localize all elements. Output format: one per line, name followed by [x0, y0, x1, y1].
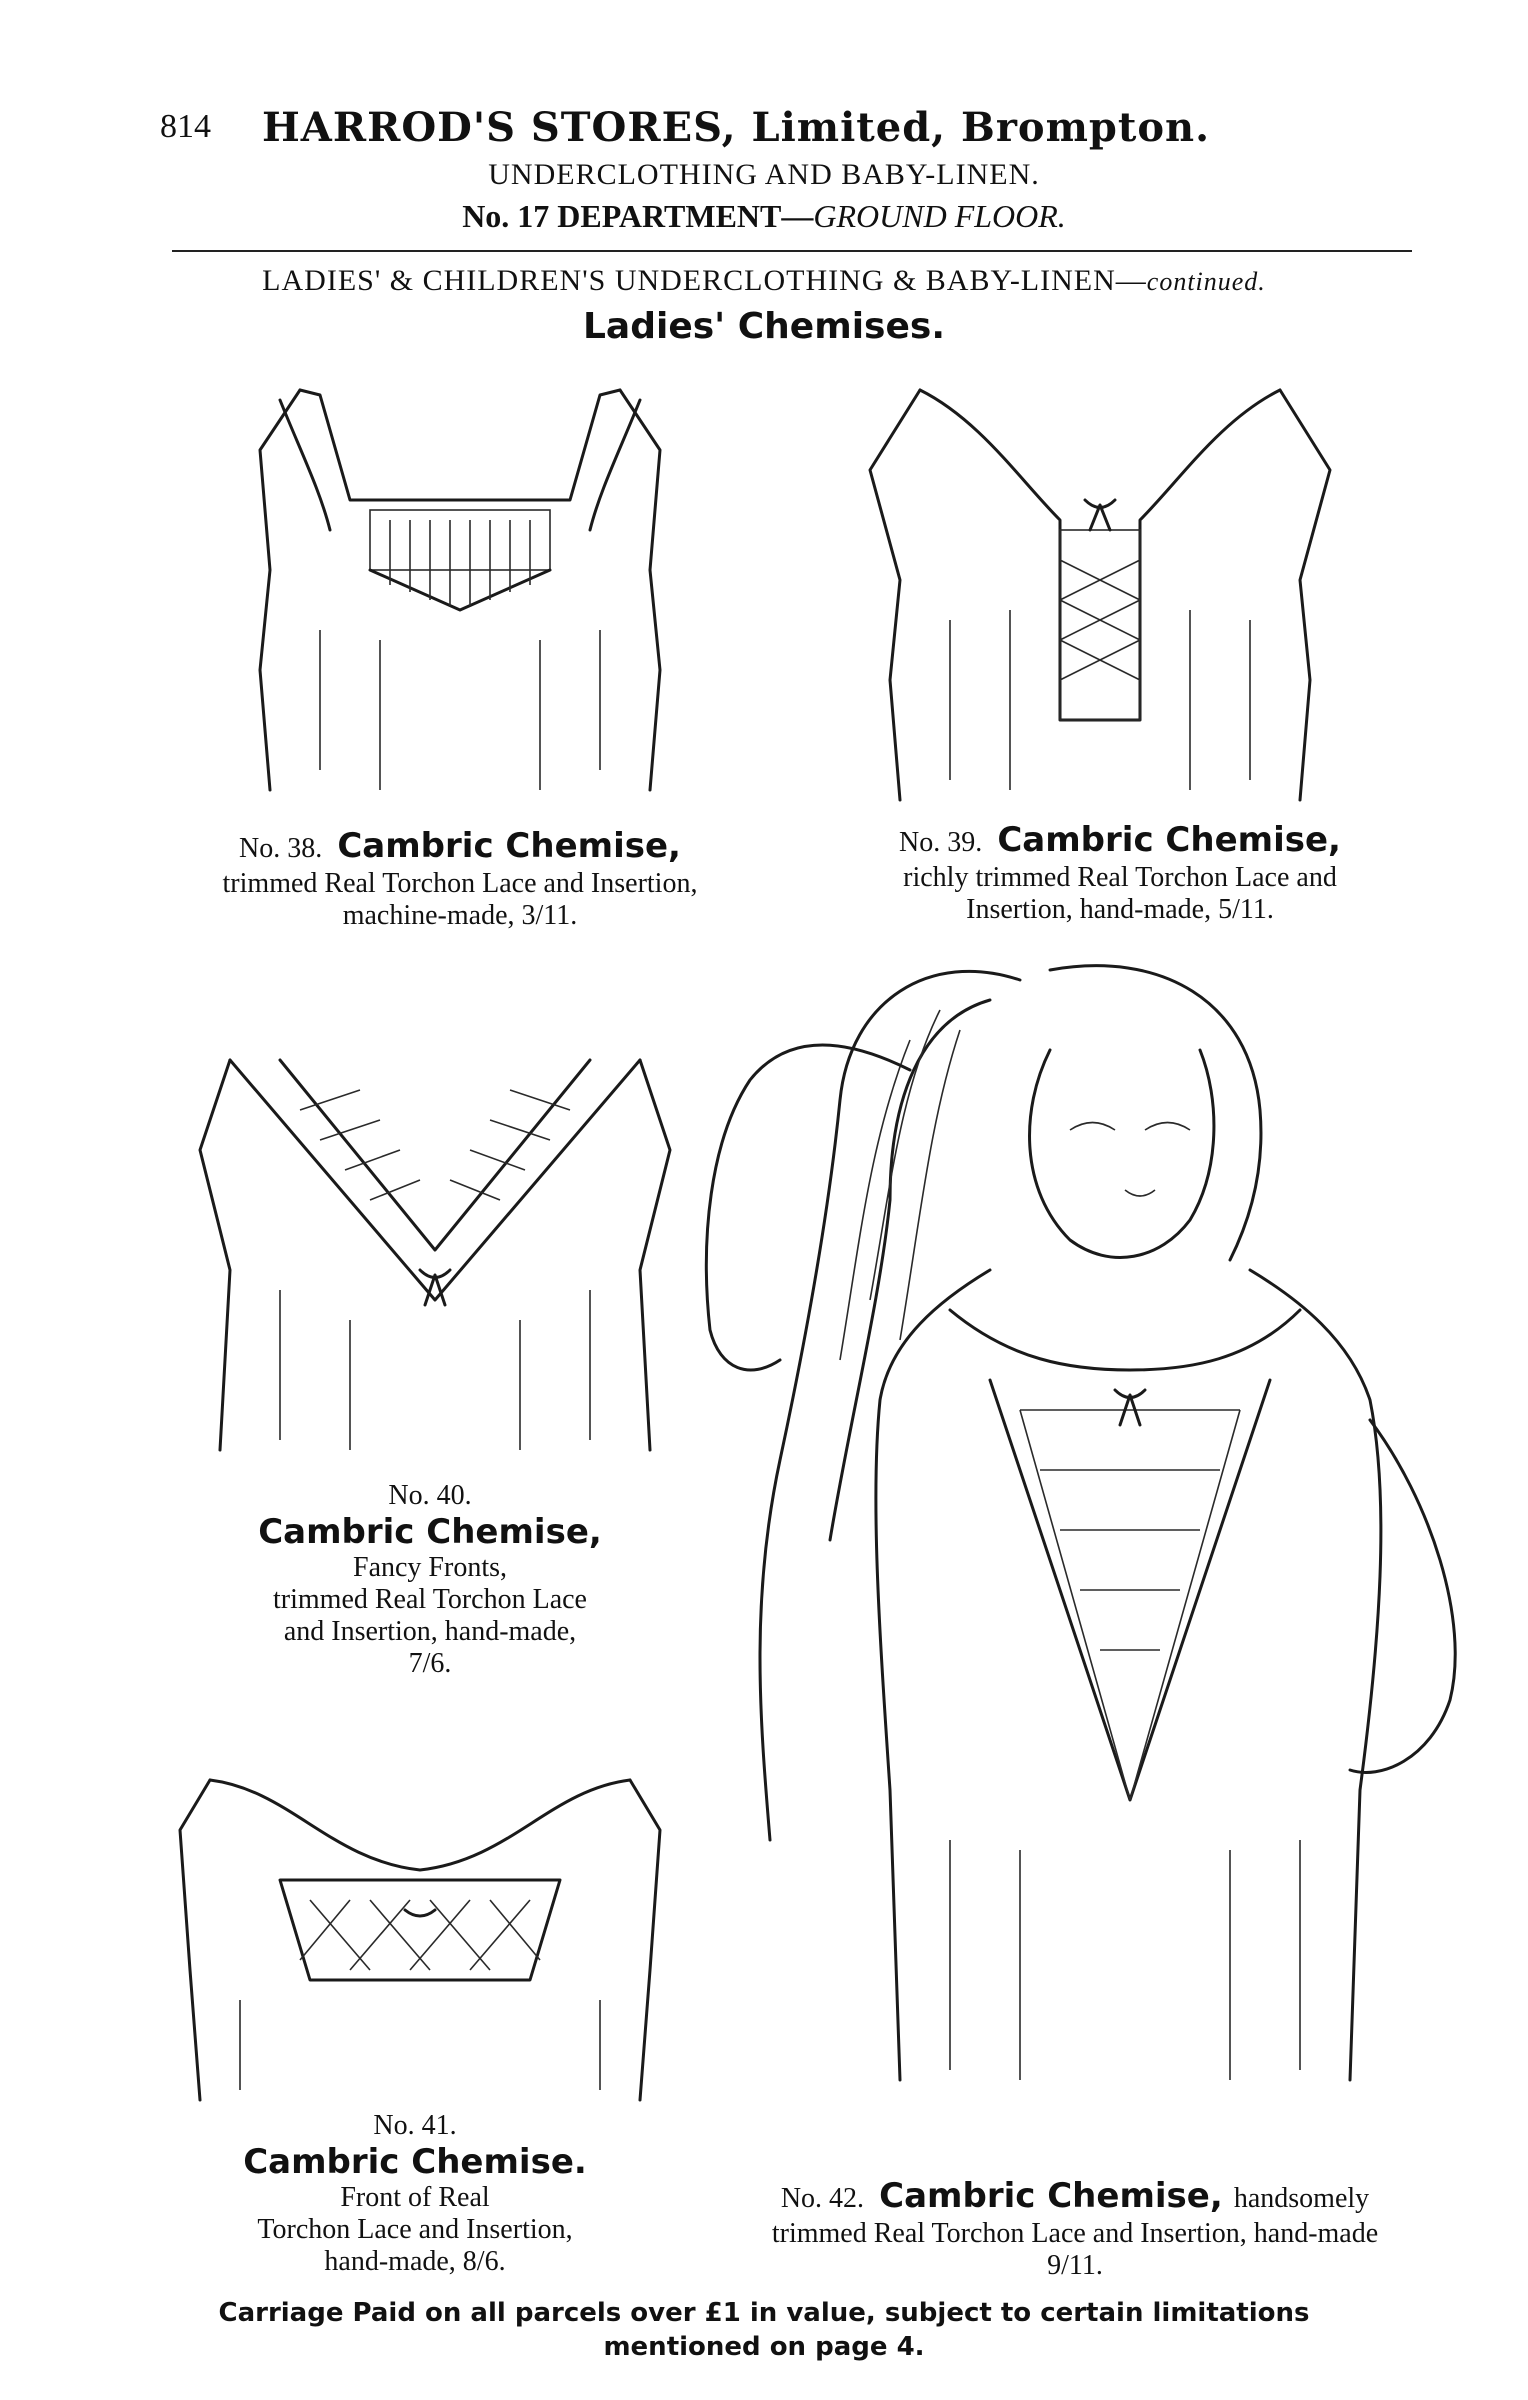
item-40-line2: trimmed Real Torchon Lace: [273, 1584, 587, 1615]
chemise-41-illustration: [170, 1760, 670, 2110]
item-42-caption: [660, 2176, 1490, 2282]
chemise-42-figure-illustration: [690, 940, 1490, 2140]
chemise-38-illustration: [240, 370, 680, 810]
section-title: Ladies' Chemises.: [582, 306, 945, 347]
department-line: [0, 198, 1528, 235]
section-heading: [0, 264, 1528, 298]
floor-label: GROUND FLOOR.: [813, 198, 1066, 234]
department-subtitle: UNDERCLOTHING AND BABY-LINEN.: [488, 158, 1040, 191]
section-heading-text: LADIES' & CHILDREN'S UNDERCLOTHING & BABY-LINEN—: [262, 264, 1147, 297]
item-42-name: Cambric Chemise,: [879, 2176, 1223, 2216]
item-38-name: Cambric Chemise,: [337, 826, 681, 866]
item-41-line2: Torchon Lace and Insertion,: [257, 2214, 573, 2245]
item-40-caption: [180, 1480, 680, 1680]
chemise-40-illustration: [190, 1030, 680, 1460]
item-41-number: No. 41.: [373, 2110, 457, 2141]
item-40-name: Cambric Chemise,: [258, 1512, 602, 1552]
item-38-line1: trimmed Real Torchon Lace and Insertion,: [222, 868, 698, 899]
chemise-39-illustration: [860, 360, 1340, 810]
continued-label: continued.: [1146, 267, 1266, 296]
store-name: HARROD'S STORES, Limited, Brompton.: [262, 104, 1211, 151]
item-41-line3: hand-made, 8/6.: [324, 2246, 506, 2277]
item-40-number: No. 40.: [388, 1480, 472, 1511]
item-42-number: No. 42.: [780, 2183, 865, 2214]
page-number: 814: [160, 108, 211, 145]
item-38-number: No. 38.: [239, 833, 323, 864]
header-rule: [172, 250, 1412, 252]
item-40-line1: Fancy Fronts,: [353, 1552, 507, 1583]
item-40-line3: and Insertion, hand-made,: [283, 1616, 577, 1647]
item-42-name-suffix: handsomely: [1233, 2183, 1370, 2214]
item-39-caption: [800, 820, 1440, 926]
carriage-note-line2: mentioned on page 4.: [603, 2332, 925, 2362]
item-39-name: Cambric Chemise,: [997, 820, 1341, 860]
carriage-note-line1: Carriage Paid on all parcels over £1 in value, subject to certain limitations: [218, 2298, 1310, 2328]
item-39-line1: richly trimmed Real Torchon Lace and: [903, 862, 1337, 893]
item-40-line4: 7/6.: [408, 1648, 452, 1679]
item-42-line1: trimmed Real Torchon Lace and Insertion, hand-made: [771, 2218, 1379, 2249]
item-42-line2: 9/11.: [1047, 2250, 1103, 2281]
item-39-line2: Insertion, hand-made, 5/11.: [966, 894, 1274, 925]
item-38-line2: machine-made, 3/11.: [342, 900, 578, 931]
item-41-name: Cambric Chemise.: [243, 2142, 587, 2182]
item-38-caption: [150, 826, 770, 932]
item-39-number: No. 39.: [899, 827, 983, 858]
item-41-line1: Front of Real: [340, 2182, 490, 2213]
department-label: No. 17 DEPARTMENT—: [462, 198, 814, 234]
item-41-caption: [170, 2110, 660, 2278]
